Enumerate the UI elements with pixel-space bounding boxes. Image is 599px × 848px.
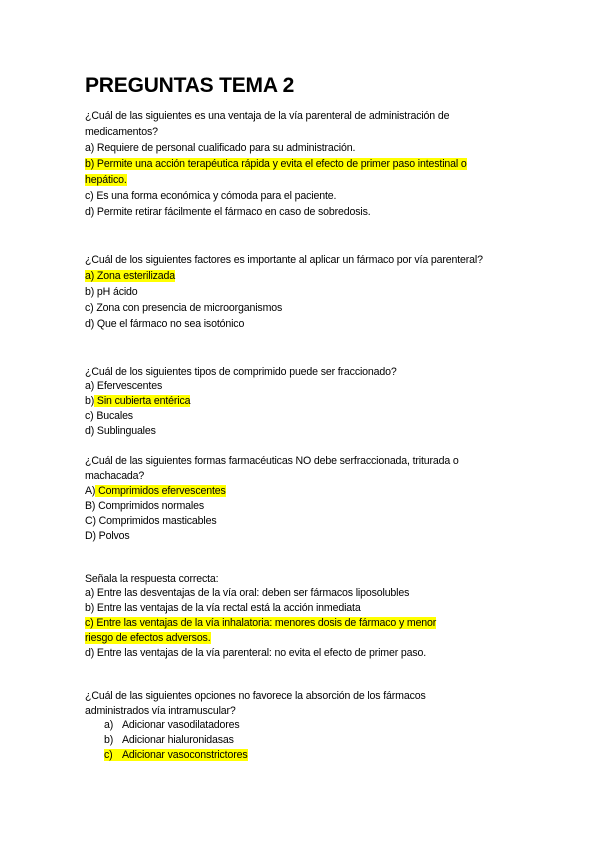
q6-option-c [104, 749, 248, 762]
q6-option-a-text: Adicionar vasodilatadores [122, 719, 240, 731]
q3-option-a: a) Efervescentes [85, 380, 163, 392]
q4-option-a-prefix: A) [85, 485, 96, 497]
q1-option-b [85, 158, 467, 171]
q5-option-c-text-2: riesgo de efectos adversos. [85, 632, 211, 644]
q2-option-d: d) Que el fármaco no sea isotónico [85, 318, 245, 330]
q5-question: Señala la respuesta correcta: [85, 573, 219, 585]
q6-option-b [104, 734, 234, 747]
q2-option-a-text: a) Zona esterilizada [85, 270, 176, 282]
q1-option-b-text-2: hepático. [85, 174, 127, 186]
q3-option-b-prefix: b) [85, 395, 95, 407]
q1-option-b-continued [85, 174, 127, 187]
q4-option-c: C) Comprimidos masticables [85, 515, 217, 527]
q2-option-b: b) pH ácido [85, 286, 138, 298]
q2-option-a [85, 270, 175, 283]
q4-option-d: D) Polvos [85, 530, 130, 542]
q4-option-b: B) Comprimidos normales [85, 500, 204, 512]
q6-option-b-text: Adicionar hialuronidasas [122, 734, 234, 746]
q1-option-d: d) Permite retirar fácilmente el fármaco en caso de sobredosis. [85, 206, 371, 218]
q3-option-b-text: Sin cubierta entérica [94, 395, 191, 407]
q2-question: ¿Cuál de los siguientes factores es importante al aplicar un fármaco por vía parenteral? [85, 254, 483, 266]
q5-option-a: a) Entre las desventajas de la vía oral: deben ser fármacos liposolubles [85, 587, 410, 599]
q4-question-line-1: ¿Cuál de las siguientes formas farmacéuticas NO debe serfraccionada, triturada o [85, 455, 459, 467]
q6-question-line-2: administrados vía intramuscular? [85, 705, 236, 717]
q5-option-b: b) Entre las ventajas de la vía rectal está la acción inmediata [85, 602, 361, 614]
q1-option-a: a) Requiere de personal cualificado para su administración. [85, 142, 356, 154]
q5-option-d: d) Entre las ventajas de la vía parenteral: no evita el efecto de primer paso. [85, 647, 427, 659]
q1-option-b-text: Permite una acción terapéutica rápida y evita el efecto de primer paso intestinal o [94, 158, 467, 170]
q4-question-line-2: machacada? [85, 470, 145, 482]
q3-question: ¿Cuál de los siguientes tipos de comprimido puede ser fraccionado? [85, 366, 397, 378]
q6-option-b-label: b) [104, 734, 114, 746]
q3-option-d: d) Sublinguales [85, 425, 156, 437]
q6-option-c-label: c) [104, 749, 113, 761]
q6-question-line-1: ¿Cuál de las siguientes opciones no favorece la absorción de los fármacos [85, 690, 426, 702]
page-title: PREGUNTAS TEMA 2 [85, 74, 295, 97]
q1-option-c: c) Es una forma económica y cómoda para el paciente. [85, 190, 337, 202]
q4-option-a-text: Comprimidos efervescentes [95, 485, 226, 497]
q1-option-b-prefix: b) [85, 158, 95, 170]
q2-option-c: c) Zona con presencia de microorganismos [85, 302, 283, 314]
q1-question-line-2: medicamentos? [85, 126, 158, 138]
q6-option-c-text: Adicionar vasoconstrictores [122, 749, 248, 761]
q3-option-b [85, 395, 190, 408]
q5-option-c-continued [85, 632, 211, 645]
q6-option-a [104, 719, 240, 732]
q1-question-line-1: ¿Cuál de las siguientes es una ventaja de la vía parenteral de administración de [85, 110, 450, 122]
q6-option-a-label: a) [104, 719, 114, 731]
q4-option-a [85, 485, 226, 498]
q5-option-c [85, 617, 436, 630]
q6-option-c-highlight [104, 749, 248, 761]
q3-option-c: c) Bucales [85, 410, 133, 422]
q5-option-c-text: c) Entre las ventajas de la vía inhalatoria: menores dosis de fármaco y menor [85, 617, 437, 629]
